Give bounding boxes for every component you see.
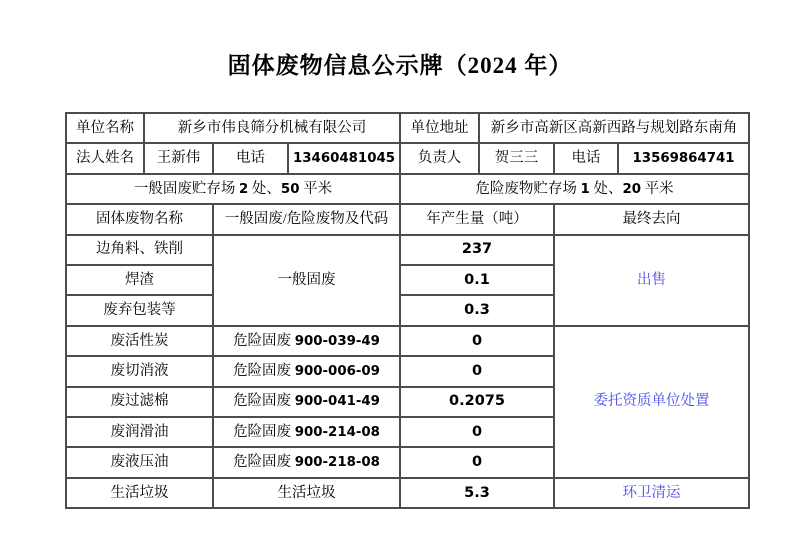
waste-name: 废液压油 xyxy=(66,447,213,477)
hazardous-storage-info: 危险废物贮存场 1 处、20 平米 xyxy=(400,174,749,204)
table-row xyxy=(66,326,749,356)
waste-name: 废过滤棉 xyxy=(66,387,213,417)
waste-amount: 237 xyxy=(400,235,554,265)
waste-destination: 环卫清运 xyxy=(554,478,749,508)
waste-code: 危险固废 900-214-08 xyxy=(213,417,400,447)
waste-amount: 0 xyxy=(400,356,554,386)
unit-address-value: 新乡市高新区高新西路与规划路东南角 xyxy=(479,113,749,143)
waste-name: 边角料、铁削 xyxy=(66,235,213,265)
waste-amount: 0 xyxy=(400,447,554,477)
waste-code: 危险固废 900-006-09 xyxy=(213,356,400,386)
page-title: 固体废物信息公示牌（2024 年） xyxy=(227,53,573,78)
waste-amount: 0.1 xyxy=(400,265,554,295)
unit-name-label: 单位名称 xyxy=(66,113,144,143)
waste-destination: 委托资质单位处置 xyxy=(554,326,749,478)
phone2-value: 13569864741 xyxy=(618,143,749,173)
legal-person-label: 法人姓名 xyxy=(66,143,144,173)
legal-person-value: 王新伟 xyxy=(144,143,213,173)
header-waste-name: 固体废物名称 xyxy=(66,204,213,234)
header-destination: 最终去向 xyxy=(554,204,749,234)
header-annual-amount: 年产生量（吨） xyxy=(400,204,554,234)
table-row xyxy=(66,113,749,143)
waste-code: 危险固废 900-041-49 xyxy=(213,387,400,417)
general-storage-info: 一般固废贮存场 2 处、50 平米 xyxy=(66,174,400,204)
waste-amount: 0 xyxy=(400,326,554,356)
waste-amount: 5.3 xyxy=(400,478,554,508)
table-row xyxy=(66,174,749,204)
table-row xyxy=(66,235,749,265)
waste-category: 一般固废 xyxy=(213,235,400,326)
waste-name: 废润滑油 xyxy=(66,417,213,447)
unit-name-value: 新乡市伟良筛分机械有限公司 xyxy=(144,113,400,143)
waste-destination: 出售 xyxy=(554,235,749,326)
phone1-value: 13460481045 xyxy=(288,143,400,173)
waste-info-table xyxy=(65,112,750,509)
phone2-label: 电话 xyxy=(554,143,618,173)
table-row xyxy=(66,478,749,508)
phone1-label: 电话 xyxy=(213,143,288,173)
waste-amount: 0.3 xyxy=(400,295,554,325)
manager-label: 负责人 xyxy=(400,143,479,173)
waste-amount: 0 xyxy=(400,417,554,447)
waste-name: 废弃包装等 xyxy=(66,295,213,325)
waste-code: 危险固废 900-039-49 xyxy=(213,326,400,356)
unit-address-label: 单位地址 xyxy=(400,113,479,143)
waste-name: 生活垃圾 xyxy=(66,478,213,508)
waste-code: 危险固废 900-218-08 xyxy=(213,447,400,477)
waste-name: 废切消液 xyxy=(66,356,213,386)
manager-value: 贺三三 xyxy=(479,143,554,173)
waste-category: 生活垃圾 xyxy=(213,478,400,508)
header-waste-code: 一般固废/危险废物及代码 xyxy=(213,204,400,234)
table-header-row xyxy=(66,204,749,234)
waste-name: 废活性炭 xyxy=(66,326,213,356)
waste-amount: 0.2075 xyxy=(400,387,554,417)
table-row xyxy=(66,143,749,173)
waste-name: 焊渣 xyxy=(66,265,213,295)
